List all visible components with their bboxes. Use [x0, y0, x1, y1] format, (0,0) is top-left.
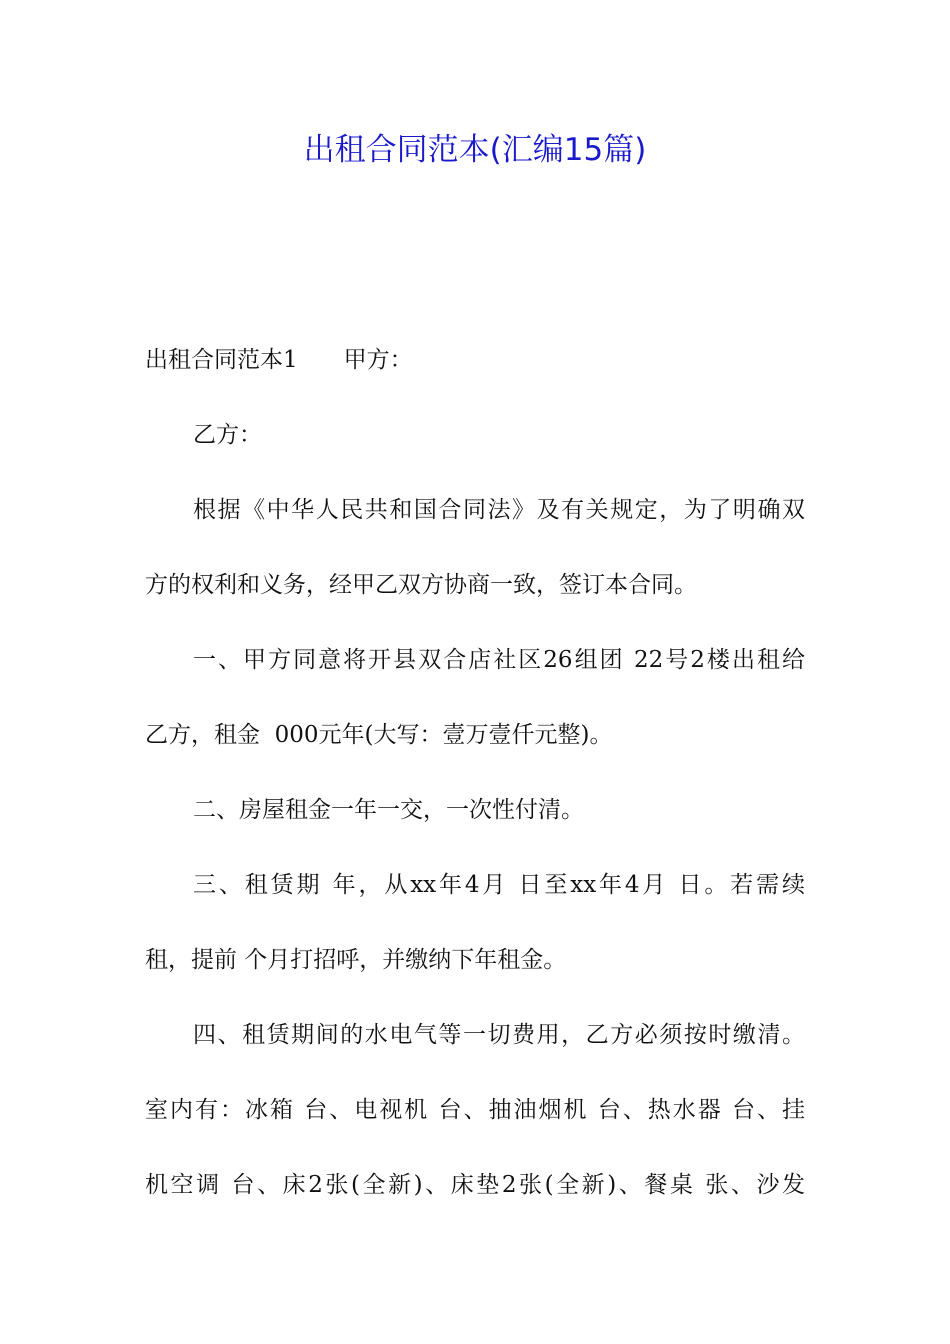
text-line-7: 二、房屋租金一年一交，一次性付清。: [193, 797, 584, 823]
text-line-8: 三、租赁期 年，从xx年4月 日至xx年4月 日。若需续: [193, 872, 805, 898]
text-line-6: 乙方，租金 000元年(大写：壹万壹仟元整)。: [145, 722, 613, 748]
text-line-2: 乙方：: [193, 422, 262, 448]
text-line-12: 机空调 台、床2张(全新)、床垫2张(全新)、餐桌 张、沙发: [145, 1172, 805, 1198]
text-line-3: 根据《中华人民共和国合同法》及有关规定，为了明确双: [193, 497, 805, 523]
text-line-9: 租，提前 个月打招呼，并缴纳下年租金。: [145, 947, 567, 973]
text-line-5: 一、甲方同意将开县双合店社区26组团 22号2楼出租给: [193, 647, 805, 673]
text-line-10: 四、租赁期间的水电气等一切费用，乙方必须按时缴清。: [193, 1022, 805, 1048]
text-line-4: 方的权利和义务，经甲乙双方协商一致，签订本合同。: [145, 572, 697, 598]
document-title: 出租合同范本(汇编15篇): [303, 132, 647, 168]
text-line-11: 室内有：冰箱 台、电视机 台、抽油烟机 台、热水器 台、挂: [145, 1097, 805, 1123]
text-line-1: 出租合同范本1 甲方：: [145, 347, 413, 373]
